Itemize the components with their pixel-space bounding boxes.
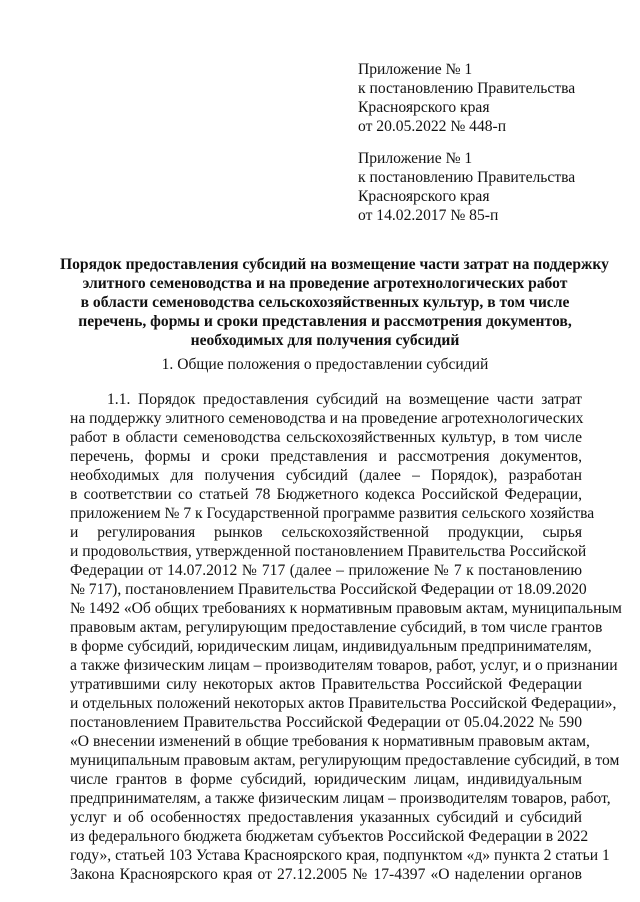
section-heading: 1. Общие положения о предоставлении субсидий: [161, 356, 489, 373]
body-line: году», статьей 103 Устава Красноярского края, подпунктом «д» пункта 2 статьи 1: [70, 847, 610, 864]
body-line: Федерации от 14.07.2012 № 717 (далее – приложение № 7 к постановлению: [70, 562, 582, 579]
body-line: в соответствии со статьей 78 Бюджетного кодекса Российской Федерации,: [70, 486, 582, 503]
body-line: услуг и об особенностях предоставления указанных субсидий и субсидий: [70, 809, 582, 826]
body-line: постановлением Правительства Российской Федерации от 05.04.2022 № 590: [70, 714, 582, 731]
body-line: и продовольствия, утвержденной постановлением Правительства Российской: [70, 543, 587, 560]
appendix-line: от 14.02.2017 № 85-п: [358, 207, 499, 224]
title-line: элитного семеноводства и на проведение агротехнологических работ: [82, 275, 568, 292]
body-line: Закона Красноярского края от 27.12.2005 № 17-4397 «О наделении органов: [70, 866, 582, 883]
appendix-line: Красноярского края: [358, 188, 490, 205]
body-paragraph: [70, 390, 622, 884]
body-line: № 1492 «Об общих требованиях к нормативным правовым актам, муниципальным: [70, 600, 622, 617]
appendix-line: Красноярского края: [358, 99, 490, 116]
document-title: [60, 255, 609, 350]
appendix-note-original: [358, 149, 575, 225]
appendix-line: к постановлению Правительства: [358, 169, 576, 186]
body-line: из федерального бюджета бюджетам субъектов Российской Федерации в 2022: [70, 828, 589, 845]
appendix-line: к постановлению Правительства: [358, 80, 576, 97]
title-line: Порядок предоставления субсидий на возмещение части затрат на поддержку: [60, 256, 609, 273]
body-line: необходимых для получения субсидий (далее – Порядок), разработан: [70, 467, 582, 484]
body-line: муниципальным правовым актам, регулирующим предоставление субсидий, в том: [70, 752, 620, 769]
body-line: предпринимателям, а также физическим лицам – производителям товаров, работ,: [70, 790, 611, 807]
body-line: работ в области семеноводства сельскохозяйственных культур, в том числе: [70, 429, 582, 446]
body-line: а также физическим лицам – производителям товаров, работ, услуг, и о признании: [70, 657, 618, 674]
title-line: перечень, формы и сроки представления и рассмотрения документов,: [78, 313, 572, 330]
appendix-line: Приложение № 1: [358, 150, 473, 167]
body-line: и отдельных положений некоторых актов Правительства Российской Федерации»,: [70, 695, 617, 712]
appendix-line: от 20.05.2022 № 448-п: [358, 118, 507, 135]
appendix-line: Приложение № 1: [358, 61, 473, 78]
title-line: в области семеноводства сельскохозяйственных культур, в том числе: [80, 294, 570, 311]
body-line: перечень, формы и сроки представления и рассмотрения документов,: [70, 448, 582, 465]
appendix-note-current: [358, 60, 575, 136]
body-line: на поддержку элитного семеноводства и на проведение агротехнологических: [70, 410, 584, 427]
title-line: необходимых для получения субсидий: [190, 332, 460, 349]
body-line: 1.1. Порядок предоставления субсидий на возмещение части затрат: [107, 391, 582, 408]
body-line: «О внесении изменений в общие требования к нормативным правовым актам,: [70, 733, 590, 750]
body-line: приложением № 7 к Государственной программе развития сельского хозяйства: [70, 505, 595, 522]
body-line: утратившими силу некоторых актов Правительства Российской Федерации: [70, 676, 582, 693]
body-line: и регулирования рынков сельскохозяйственной продукции, сырья: [70, 524, 582, 541]
body-line: числе грантов в форме субсидий, юридическим лицам, индивидуальным: [70, 771, 582, 788]
body-line: в форме субсидий, юридическим лицам, индивидуальным предпринимателям,: [70, 638, 592, 655]
body-line: правовым актам, регулирующим предоставление субсидий, в том числе грантов: [70, 619, 603, 636]
body-line: № 717), постановлением Правительства Российской Федерации от 18.09.2020: [70, 581, 587, 598]
